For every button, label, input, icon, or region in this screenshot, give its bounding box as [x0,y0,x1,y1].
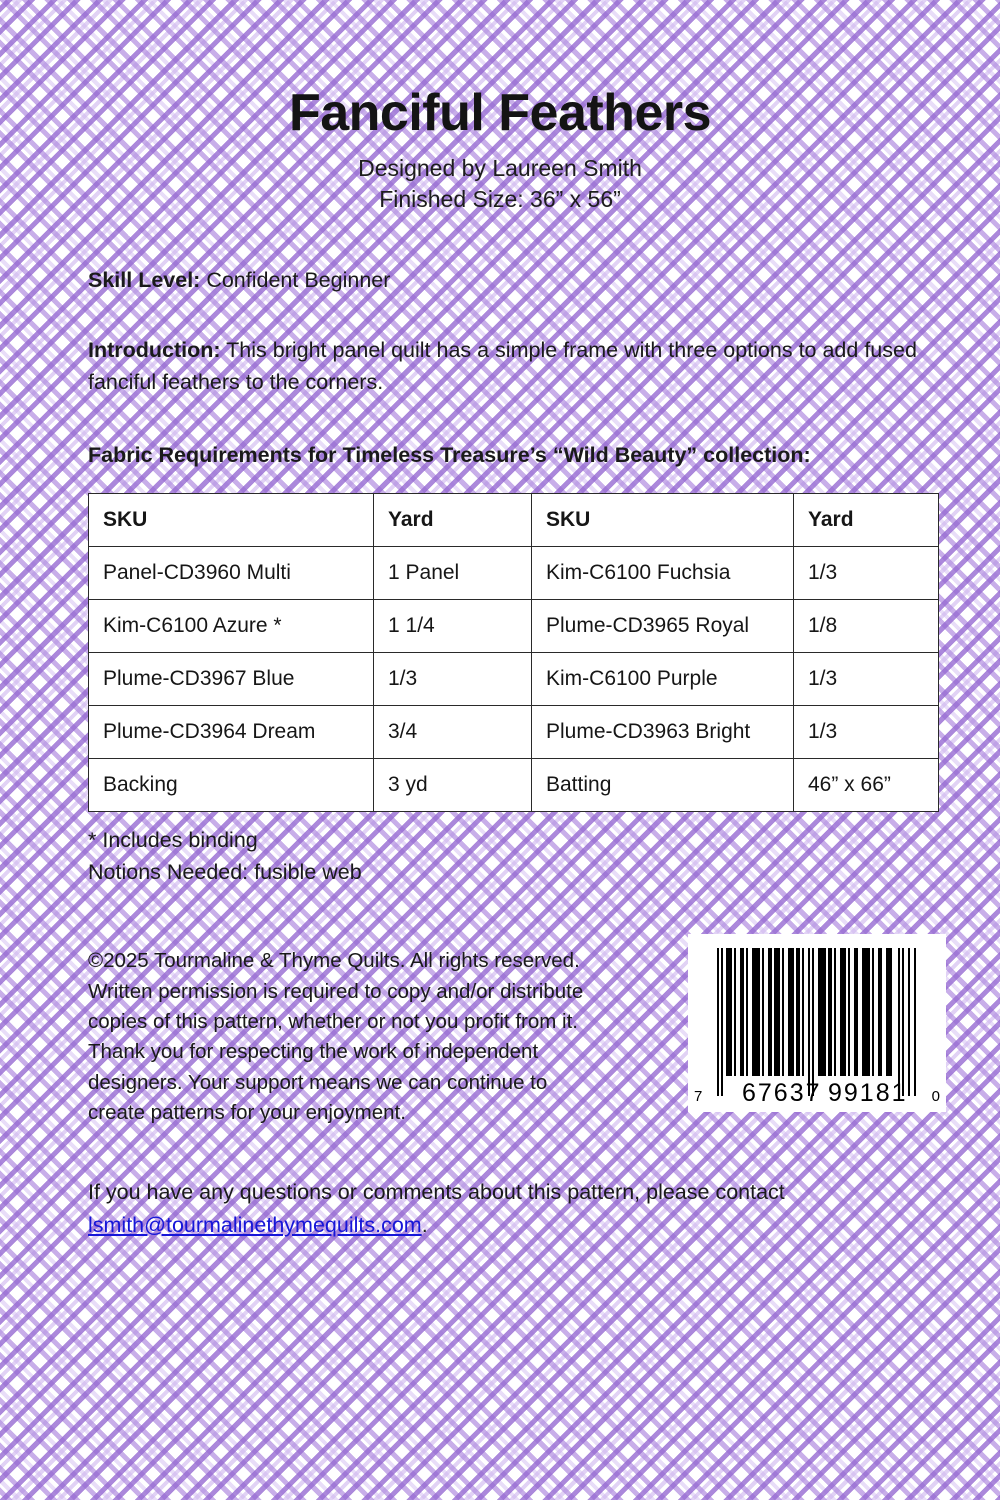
cell-yard-right: 1/3 [794,546,939,599]
finished-size: Finished Size: 36” x 56” [379,186,621,213]
table-row [89,546,939,599]
contact-area [88,1176,938,1241]
copyright-line-5: designers. Your support means we can continue to [88,1070,548,1094]
cell-yard-left: 1 Panel [374,546,532,599]
cell-sku-right: Plume-CD3963 Bright [532,705,794,758]
column-header-sku-2: SKU [532,493,794,546]
contact-email-row [88,1209,938,1241]
copyright-line-4: Thank you for respecting the work of independent [88,1040,539,1064]
table-header-row [89,493,939,546]
cell-yard-right: 1/3 [794,652,939,705]
fabric-requirements-table [88,493,939,812]
notes-area [88,824,938,889]
copyright-line-1: ©2025 Tourmaline & Thyme Quilts. All rights reserved. [88,949,580,973]
column-header-yard-2: Yard [794,493,939,546]
contact-email-period: . [421,1212,428,1237]
introduction-text: This bright panel quilt has a simple frame with three options to add fused fanciful feathers to the corners. [88,337,917,395]
introduction-label: Introduction: [88,337,221,362]
table-row [89,758,939,811]
cell-yard-left: 3/4 [374,705,532,758]
contact-email-link[interactable]: lsmith@tourmalinethymequilts.com [88,1212,422,1237]
cell-yard-left: 3 yd [374,758,532,811]
table-body [89,546,939,811]
cell-sku-left: Panel-CD3960 Multi [89,546,374,599]
barcode [688,934,946,1112]
page-title: Fanciful Feathers [288,84,712,142]
cell-sku-left: Plume-CD3967 Blue [89,652,374,705]
barcode-group-right: 99181 [828,1079,908,1108]
table-header [89,493,939,546]
cell-sku-right: Kim-C6100 Purple [532,652,794,705]
column-header-sku-1: SKU [89,493,374,546]
cell-sku-left: Kim-C6100 Azure * [89,599,374,652]
cell-yard-right: 1/8 [794,599,939,652]
note-binding: * Includes binding [88,827,258,852]
footer-area [88,946,948,1128]
designer-credit: Designed by Laureen Smith [358,154,642,181]
body-text-area [88,264,938,812]
copyright-line-3: copies of this pattern, whether or not you profit from it. [88,1009,578,1033]
cell-yard-left: 1/3 [374,652,532,705]
copyright-line-6: create patterns for your enjoyment. [88,1100,406,1124]
fabric-requirements-heading: Fabric Requirements for Timeless Treasure’s “Wild Beauty” collection: [88,443,811,468]
table-row [89,652,939,705]
table-row [89,705,939,758]
note-notions: Notions Needed: fusible web [88,860,362,885]
barcode-bars-icon [715,948,920,1096]
barcode-check-digit: 0 [931,1088,940,1106]
contact-prompt: If you have any questions or comments about this pattern, please contact [88,1180,785,1205]
introduction-row [88,334,938,399]
copyright-block [88,946,663,1128]
cell-sku-left: Backing [89,758,374,811]
barcode-inner [688,934,946,1112]
table-row [89,599,939,652]
column-header-yard-1: Yard [374,493,532,546]
cell-sku-left: Plume-CD3964 Dream [89,705,374,758]
fabric-table-wrapper [88,493,938,812]
cell-yard-right: 1/3 [794,705,939,758]
skill-level-label: Skill Level: [88,268,201,293]
barcode-lead-digit: 7 [694,1088,703,1106]
barcode-group-left: 67637 [742,1079,822,1108]
copyright-line-2: Written permission is required to copy and/or distribute [88,979,584,1003]
cell-sku-right: Plume-CD3965 Royal [532,599,794,652]
title-block [0,0,1000,216]
skill-level-value: Confident Beginner [200,268,391,293]
cell-yard-right: 46” x 66” [794,758,939,811]
cell-sku-right: Kim-C6100 Fuchsia [532,546,794,599]
cell-sku-right: Batting [532,758,794,811]
skill-level-row [88,264,938,297]
cell-yard-left: 1 1/4 [374,599,532,652]
